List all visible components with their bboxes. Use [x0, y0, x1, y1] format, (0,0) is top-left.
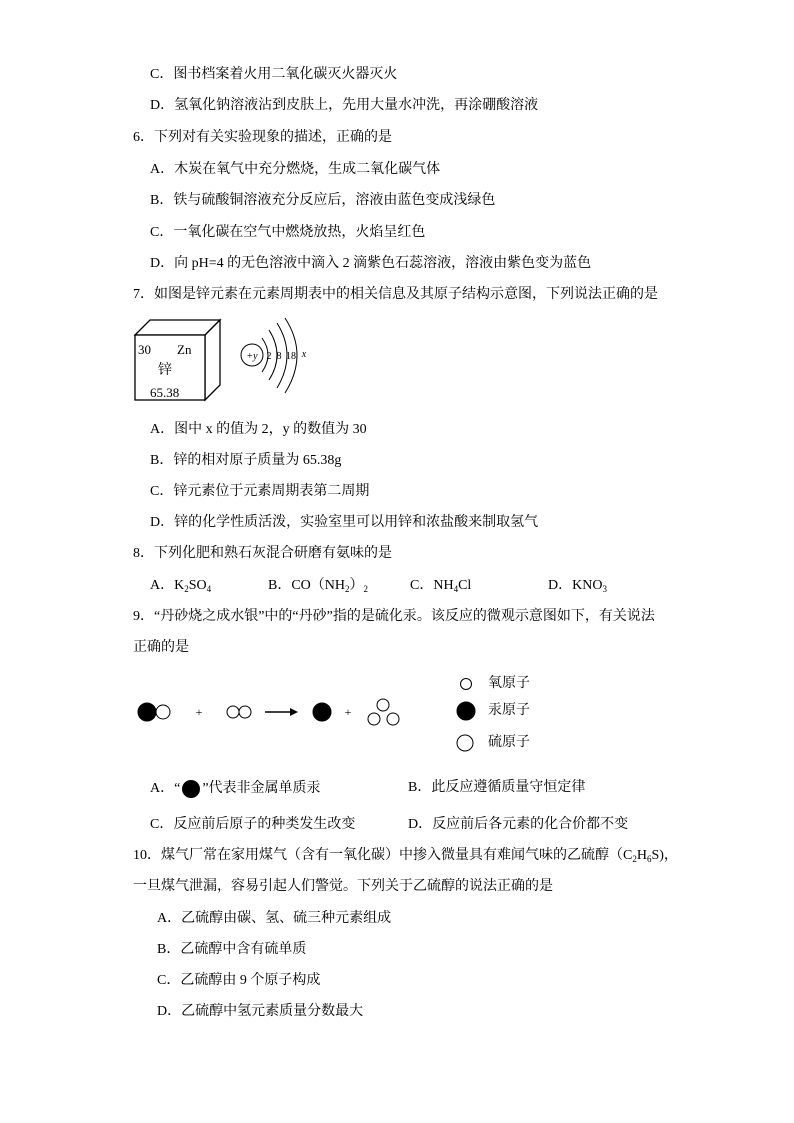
plus-sign: +	[344, 705, 352, 719]
formula-subscript: 4	[453, 584, 459, 594]
q9-option-a	[150, 779, 321, 799]
option-text-after: ”代表非金属单质汞	[202, 781, 321, 796]
option-label: A．	[150, 578, 175, 593]
q9-option-d: D．反应前后各元素的化合价都不变	[408, 817, 629, 832]
q7-option-c: C．锌元素位于元素周期表第二周期	[150, 484, 370, 499]
formula-subscript: 2	[363, 584, 369, 594]
q9-option-c: C．反应前后原子的种类发生改变	[150, 817, 356, 832]
q8-stem: 8．下列化肥和熟石灰混合研磨有氨味的是	[133, 546, 392, 561]
atom-legend-icons	[450, 670, 480, 755]
q6-option-d: D．向 pH=4 的无色溶液中滴入 2 滴紫色石蕊溶液，溶液由紫色变为蓝色	[150, 256, 592, 271]
q5-option-c: C．图书档案着火用二氧化碳灭火器灭火	[150, 67, 398, 82]
formula-part: KNO	[572, 578, 603, 593]
sulfur-atom-icon	[457, 735, 473, 751]
q9-stem-line-1: 9．“丹砂烧之成水银”中的“丹砂”指的是硫化汞。该反应的微观示意图如下，有关说法	[133, 609, 655, 624]
q8-option-a	[150, 577, 211, 595]
formula-subscript: 2	[345, 584, 350, 594]
q7-stem: 7．如图是锌元素在元素周期表中的相关信息及其原子结构示意图，下列说法正确的是	[133, 287, 658, 302]
formula-part: CO（NH	[291, 578, 346, 593]
formula-part: Cl	[458, 578, 472, 593]
atomic-number: 30	[138, 342, 151, 357]
q7-option-d: D．锌的化学性质活泼，实验室里可以用锌和浓盐酸来制取氢气	[150, 515, 539, 530]
formula-subscript: 2	[184, 584, 189, 594]
sulfur-atom-icon	[156, 705, 170, 719]
q8-option-d	[548, 577, 607, 595]
q6-stem: 6．下列对有关实验现象的描述，正确的是	[133, 130, 392, 145]
option-text-before: A．“	[150, 781, 181, 796]
reaction-arrow-head	[290, 708, 298, 716]
shell-3-electrons: 18	[286, 351, 296, 362]
legend-sulfur-label: 硫原子	[488, 735, 530, 750]
formula-part: SO	[188, 578, 207, 593]
q10-option-c: C．乙硫醇由 9 个原子构成	[157, 973, 321, 988]
shell-4-electrons: x	[301, 349, 307, 360]
formula-subscript: 2	[632, 854, 637, 864]
plus-sign: +	[195, 705, 203, 719]
atomic-mass: 65.38	[150, 385, 180, 400]
oxygen-atom-icon	[239, 706, 251, 718]
formula-subscript: 3	[602, 584, 607, 594]
formula-part: NH	[433, 578, 454, 593]
zinc-atom-structure-diagram	[235, 315, 315, 400]
mercury-atom-icon	[138, 703, 156, 721]
oxygen-atom-icon	[387, 713, 399, 725]
formula-subscript: 4	[206, 584, 212, 594]
mercury-atom-icon	[313, 703, 331, 721]
nucleus-charge: +y	[246, 351, 258, 362]
formula-part: K	[174, 578, 185, 593]
q6-option-a: A．木炭在氧气中充分燃烧，生成二氧化碳气体	[150, 162, 441, 177]
q10-option-a: A．乙硫醇由碳、氢、硫三种元素组成	[157, 911, 392, 926]
q10-option-b: B．乙硫醇中含有硫单质	[157, 942, 307, 957]
stem-text: 10．煤气厂常在家用煤气（含有一氧化碳）中掺入微量具有难闻气味的乙硫醇（C	[133, 848, 633, 863]
option-label: C．	[410, 578, 434, 593]
element-symbol: Zn	[177, 342, 192, 357]
q8-option-b	[268, 577, 368, 595]
q10-option-d: D．乙硫醇中氢元素质量分数最大	[157, 1004, 364, 1019]
stem-text: S)，	[651, 848, 678, 863]
element-name: 锌	[158, 363, 172, 378]
shell-1-electrons: 2	[266, 351, 272, 362]
q10-stem-line-1	[133, 847, 678, 865]
mercury-atom-icon	[457, 702, 475, 720]
oxygen-atom-icon	[368, 713, 380, 725]
zinc-element-card	[130, 315, 230, 407]
q7-option-a: A．图中 x 的值为 2，y 的数值为 30	[150, 422, 367, 437]
q5-option-d: D．氢氧化钠溶液沾到皮肤上，先用大量水冲洗，再涂硼酸溶液	[150, 98, 539, 113]
formula-part: H	[636, 848, 647, 863]
sulfur-atom-icon	[377, 699, 389, 711]
mercury-atom-icon	[181, 779, 201, 799]
oxygen-atom-icon	[461, 679, 472, 690]
q8-option-c	[410, 577, 471, 595]
q9-option-b: B．此反应遵循质量守恒定律	[408, 780, 586, 795]
q9-stem-line-2: 正确的是	[133, 640, 189, 655]
legend-mercury-label: 汞原子	[488, 703, 530, 718]
q7-option-b: B．锌的相对原子质量为 65.38g	[150, 453, 342, 468]
q10-stem-line-2: 一旦煤气泄漏，容易引起人们警觉。下列关于乙硫醇的说法正确的是	[133, 879, 553, 894]
card-side-face	[205, 320, 220, 400]
legend-oxygen-label: 氧原子	[488, 676, 530, 691]
q6-option-b: B．铁与硫酸铜溶液充分反应后，溶液由蓝色变成浅绿色	[150, 193, 496, 208]
shell-2-electrons: 8	[276, 351, 282, 362]
formula-subscript: 6	[646, 854, 652, 864]
formula-part: ）	[349, 578, 364, 593]
option-label: B．	[268, 578, 292, 593]
reaction-micro-diagram	[130, 690, 410, 735]
option-label: D．	[548, 578, 573, 593]
oxygen-atom-icon	[227, 706, 239, 718]
q6-option-c: C．一氧化碳在空气中燃烧放热，火焰呈红色	[150, 225, 426, 240]
